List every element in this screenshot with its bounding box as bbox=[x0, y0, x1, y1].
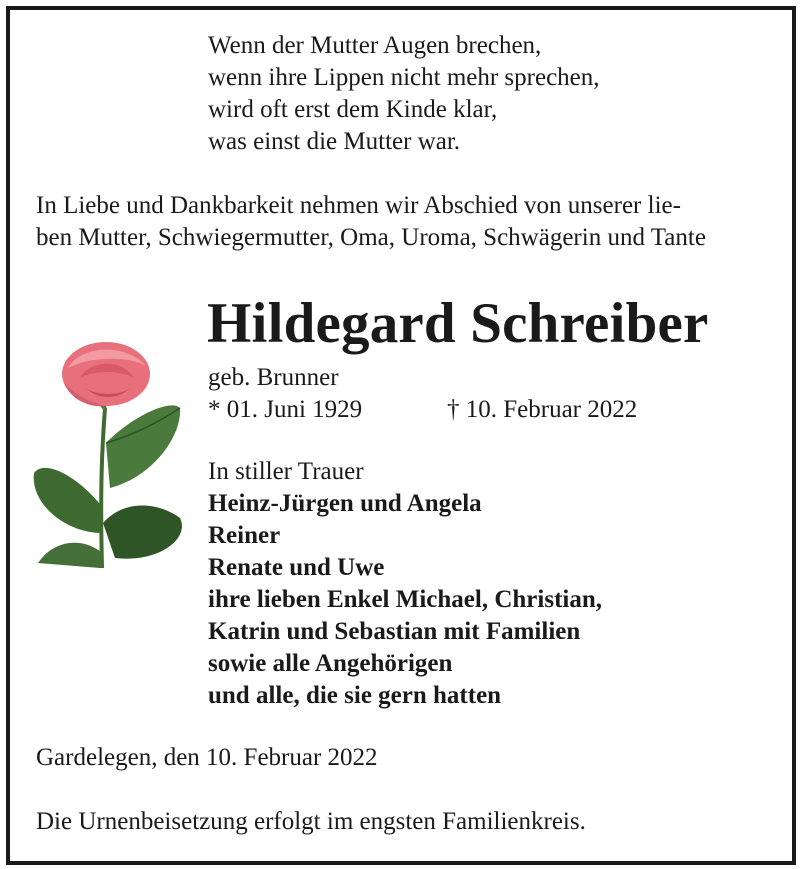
mourner-line: ihre lieben Enkel Michael, Christian, bbox=[208, 586, 602, 613]
burial-note: Die Urnenbeisetzung erfolgt im engsten Familienkreis. bbox=[36, 808, 586, 835]
mourners-list bbox=[208, 488, 602, 712]
rose-icon bbox=[30, 338, 195, 574]
poem-line: Wenn der Mutter Augen brechen, bbox=[208, 32, 542, 59]
deceased-name: Hildegard Schreiber bbox=[207, 292, 709, 355]
place-date: Gardelegen, den 10. Februar 2022 bbox=[36, 744, 378, 771]
mourner-line: Reiner bbox=[208, 522, 281, 549]
mourner-line: Renate und Uwe bbox=[208, 554, 385, 581]
intro-line: ben Mutter, Schwiegermutter, Oma, Uroma, Schwägerin und Tante bbox=[36, 224, 706, 251]
mourner-line: Heinz-Jürgen und Angela bbox=[208, 490, 482, 517]
poem-line: wenn ihre Lippen nicht mehr sprechen, bbox=[208, 64, 600, 91]
poem bbox=[208, 30, 600, 158]
mourner-line: und alle, die sie gern hatten bbox=[208, 682, 502, 709]
poem-line: was einst die Mutter war. bbox=[208, 128, 461, 155]
mourner-line: Katrin und Sebastian mit Familien bbox=[208, 618, 581, 645]
intro-text bbox=[36, 190, 706, 254]
birth-name: geb. Brunner bbox=[208, 364, 339, 391]
mourning-heading: In stiller Trauer bbox=[208, 458, 364, 485]
poem-line: wird oft erst dem Kinde klar, bbox=[208, 96, 498, 123]
intro-line: In Liebe und Dankbarkeit nehmen wir Abschied von unserer lie- bbox=[36, 192, 681, 219]
death-date: † 10. Februar 2022 bbox=[447, 396, 638, 423]
birth-date: * 01. Juni 1929 bbox=[208, 396, 363, 423]
mourner-line: sowie alle Angehörigen bbox=[208, 650, 453, 677]
